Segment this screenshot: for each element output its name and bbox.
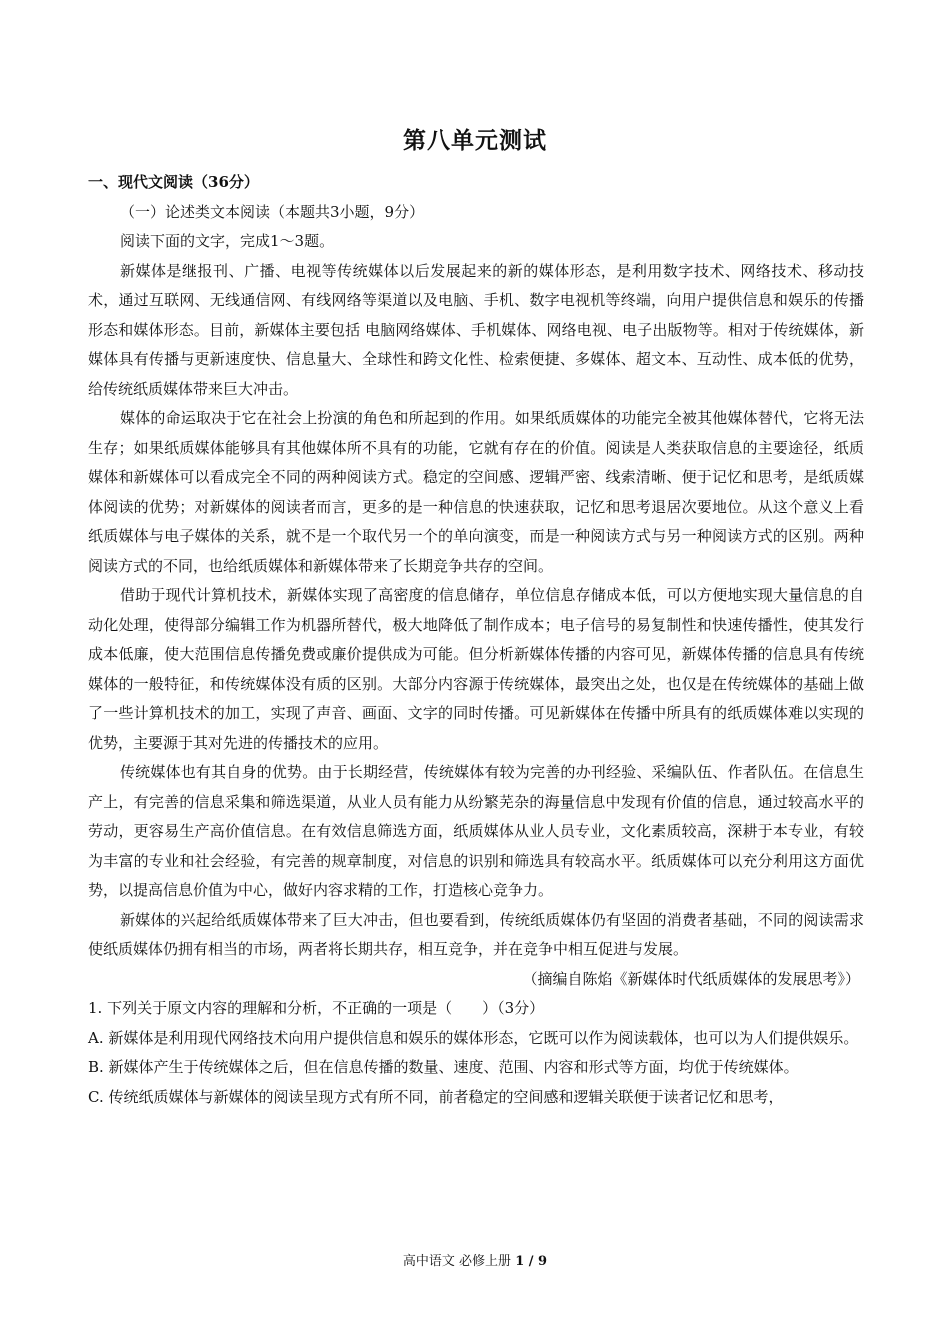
- passage-paragraph-2: 媒体的命运取决于它在社会上扮演的角色和所起到的作用。如果纸质媒体的功能完全被其他媒体替代，它将无法生存；如果纸质媒体能够具有其他媒体所不具有的功能，它就有存在的价值。阅读是人类获取信息的主要途径，纸质媒体和新媒体可以看成完全不同的两种阅读方式。稳定的空间感、逻辑严密、线索清晰、便于记忆和思考，是纸质媒体阅读的优势；对新媒体的阅读者而言，更多的是一种信息的快速获取，记忆和思考退居次要地位。从这个意义上看纸质媒体与电子媒体的关系，就不是一个取代另一个的单向演变，而是一种阅读方式与另一种阅读方式的区别。两种阅读方式的不同，也给纸质媒体和新媒体带来了长期竞争共存的空间。: [88, 409, 864, 575]
- document-body: [88, 168, 864, 1112]
- page-footer: [0, 1250, 950, 1269]
- section-heading: 一、现代文阅读（36分）: [88, 173, 259, 191]
- question-1-option-c: C. 传统纸质媒体与新媒体的阅读呈现方式有所不同，前者稳定的空间感和逻辑关联便于读者记忆和思考，: [88, 1087, 784, 1106]
- footer-course: 高中语文 必修上册: [402, 1254, 512, 1269]
- passage-paragraph-4: 传统媒体也有其自身的优势。由于长期经营，传统媒体有较为完善的办刊经验、采编队伍、作者队伍。在信息生产上，有完善的信息采集和筛选渠道，从业人员有能力从纷繁芜杂的海量信息中发现有价值的信息，通过较高水平的劳动，更容易生产高价值信息。在有效信息筛选方面，纸质媒体从业人员专业，文化素质较高，深耕于本专业，有较为丰富的专业和社会经验，有完善的规章制度，对信息的识别和筛选具有较高水平。纸质媒体可以充分利用这方面优势，以提高信息价值为中心，做好内容求精的工作，打造核心竞争力。: [88, 763, 864, 899]
- passage-source: （摘编自陈焰《新媒体时代纸质媒体的发展思考》）: [522, 969, 860, 988]
- question-1-option-b: B. 新媒体产生于传统媒体之后，但在信息传播的数量、速度、范围、内容和形式等方面，均优于传统媒体。: [88, 1058, 799, 1076]
- page-number: 1 / 9: [515, 1254, 548, 1269]
- page-title: 第八单元测试: [403, 127, 547, 154]
- passage-paragraph-5: 新媒体的兴起给纸质媒体带来了巨大冲击，但也要看到，传统纸质媒体仍有坚固的消费者基础，不同的阅读需求使纸质媒体仍拥有相当的市场，两者将长期共存，相互竞争，并在竞争中相互促进与发展。: [88, 910, 864, 958]
- subsection-heading: （一）论述类文本阅读（本题共3小题，9分）: [120, 202, 425, 221]
- passage-paragraph-1: 新媒体是继报刊、广播、电视等传统媒体以后发展起来的新的媒体形态，是利用数字技术、网络技术、移动技术，通过互联网、无线通信网、有线网络等渠道以及电脑、手机、数字电视机等终端，向用户提供信息和娱乐的传播形态和媒体形态。目前，新媒体主要包括 电脑网络媒体、手机媒体、网络电视、电子出版物等。相对于传统媒体，新媒体具有传播与更新速度快、信息量大、全球性和跨文化性、检索便捷、多媒体、超文本、互动性、成本低的优势，给传统纸质媒体带来巨大冲击。: [88, 261, 864, 398]
- question-1-stem: 1. 下列关于原文内容的理解和分析，不正确的一项是（ ）（3分）: [88, 999, 545, 1017]
- reading-instruction: 阅读下面的文字，完成1～3题。: [120, 232, 335, 250]
- question-1-option-a: A. 新媒体是利用现代网络技术向用户提供信息和娱乐的媒体形态，它既可以作为阅读载体，也可以为人们提供娱乐。: [88, 1028, 859, 1047]
- passage-paragraph-3: 借助于现代计算机技术，新媒体实现了高密度的信息储存，单位信息存储成本低，可以方便地实现大量信息的自动化处理，使得部分编辑工作为机器所替代，极大地降低了制作成本；电子信号的易复制性和快速传播性，使其发行成本低廉，使大范围信息传播免费或廉价提供成为可能。但分析新媒体传播的内容可见，新媒体传播的信息具有传统媒体的一般特征，和传统媒体没有质的区别。大部分内容源于传统媒体，最突出之处，也仅是在传统媒体的基础上做了一些计算机技术的加工，实现了声音、画面、文字的同时传播。可见新媒体在传播中所具有的纸质媒体难以实现的优势，主要源于其对先进的传播技术的应用。: [88, 586, 864, 752]
